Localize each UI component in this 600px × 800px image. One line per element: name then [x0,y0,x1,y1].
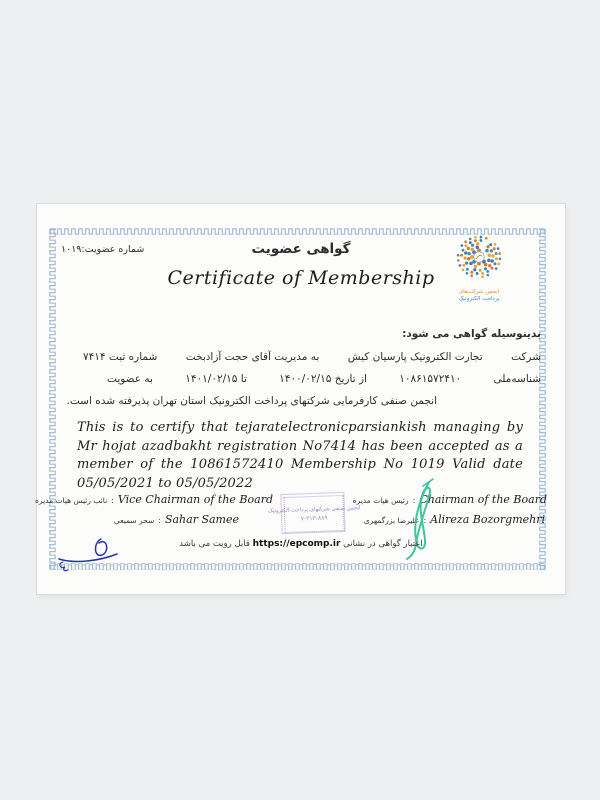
certificate-paper [37,204,565,594]
certificate-title-en: Certificate of Membership [167,267,435,289]
membership-number: شماره عضویت:۱۰۱۹ [61,244,145,255]
separator: : [423,516,427,525]
membership-phrase: به عضویت [107,373,153,385]
chairman-title-fa: رئیس هیات مدیره [352,496,409,505]
logo-caption-line2: پرداخت الکترونیک [458,295,500,302]
official-stamp [267,492,361,534]
vice-chairman-name-en: Sahar Samee [164,513,239,526]
footer-suffix: قابل رویت می باشد [179,539,250,549]
company-name: تجارت الکترونیک پارسیان کیش [347,351,483,363]
chairman-name-fa: علیرضا بزرگمهری [363,516,420,525]
footer-prefix: اعتبار گواهی در نشانی [343,539,423,549]
registration-number: شماره ثبت ۷۴۱۴ [83,351,158,363]
separator: : [158,516,161,525]
national-id-value: ۱۰۸۶۱۵۷۲۴۱۰ [399,373,462,385]
vice-chairman-title-fa: نائب رئیس هیات مدیره [35,496,108,505]
footer-url: https://epcomp.ir [252,539,341,549]
acceptance-line: انجمن صنفی کارفرمایی شرکتهای پرداخت الکترونیک استان تهران پذیرفته شده است. [66,395,437,407]
intro-line: بدینوسیله گواهی می شود: [402,328,541,340]
company-row [83,351,541,363]
english-certification-paragraph: This is to certify that tejaratelectronicparsiankish managing by Mr hojat azadbakht registration No7414 has been accepted as a member of the 10861572410 Membership No 1019 Valid date 05/05/2021 to 05/05/2022 [77,420,523,491]
vice-chairman-title-en: Vice Chairman of the Board [117,493,273,506]
date-from: از تاریخ ۱۴۰۰/۰۲/۱۵ [279,373,367,385]
id-dates-row [107,373,541,385]
stamp-number: ۷-۳۱۳-۸۸۹ [300,514,328,523]
national-id-label: شناسه‌ملی [493,373,541,385]
vice-chairman-name-fa: سحر سمیعی [113,516,155,525]
vice-chairman-block [35,493,273,526]
chairman-name-en: Alireza Bozorgmehri [430,513,545,526]
official-stamp-frame [267,495,361,533]
certificate-title-fa: گواهی عضویت [251,241,351,257]
logo-caption [447,289,511,302]
validity-footer [37,539,565,549]
manager-name: به مدیریت آقای حجت آزادبخت [185,351,320,363]
separator: : [111,496,114,505]
logo-caption-line1: انجمن شرکت‌های [458,289,500,295]
association-logo [447,232,511,302]
separator: : [412,496,416,505]
date-to: تا ۱۴۰۱/۰۲/۱۵ [185,373,247,385]
vice-chairman-name-row [57,513,273,526]
chairman-signature-ink [403,478,447,562]
logo-dotted-sun-icon [449,232,509,284]
company-label: شرکت [511,351,541,363]
chairman-title-en: Chairman of the Board [419,493,547,506]
vice-chairman-title-row [35,493,273,506]
stamp-text: انجمن صنفی شرکتهای پرداخت الکترونیک [267,504,361,515]
